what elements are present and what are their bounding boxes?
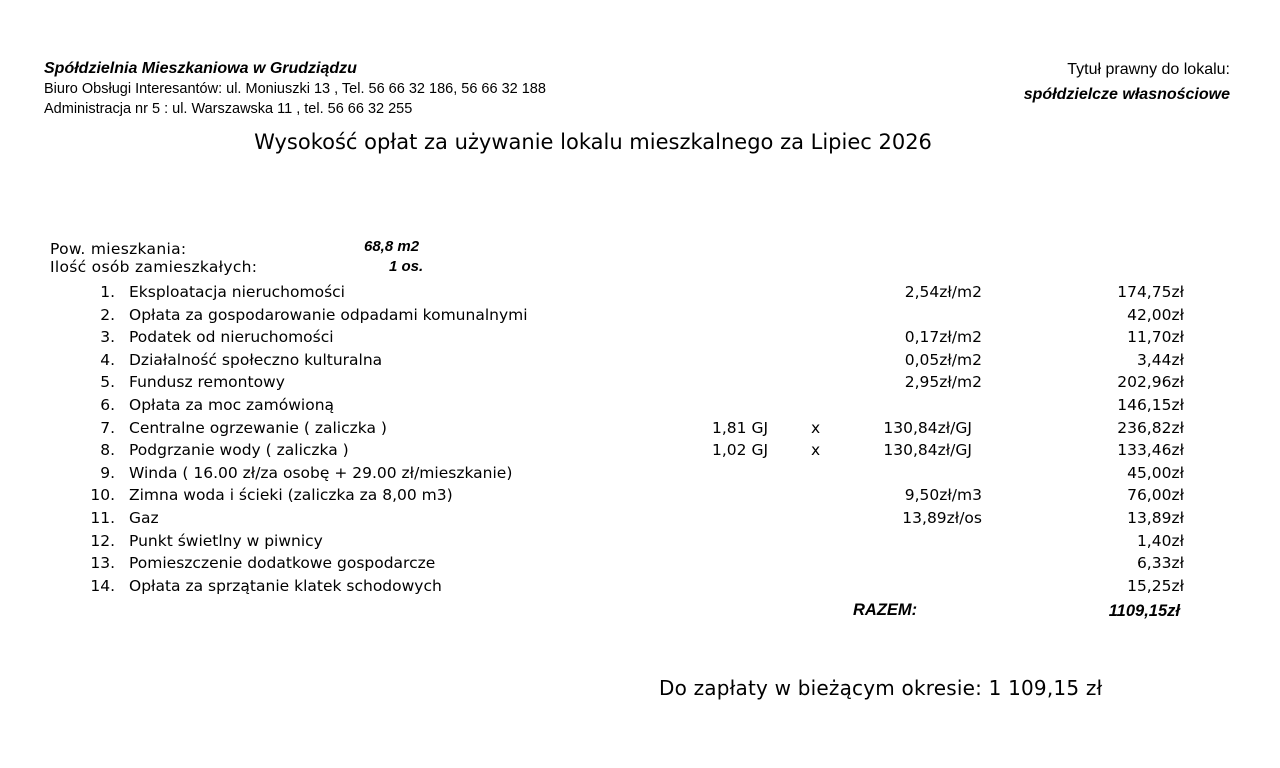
administration-contact-line: Administracja nr 5 : ul. Warszawska 11 , tel. 56 66 32 255 <box>44 101 413 117</box>
total-label: RAZEM: <box>853 601 918 619</box>
fee-rate: 2,95zł/m2 <box>904 373 982 392</box>
fee-number: 13. <box>90 554 115 573</box>
fee-amount: 13,89zł <box>1127 508 1184 527</box>
fee-rate: 0,05zł/m2 <box>904 350 982 369</box>
fee-rate: 13,89zł/os <box>902 508 982 527</box>
fee-amount: 146,15zł <box>1117 395 1184 414</box>
fee-number: 4. <box>100 350 115 369</box>
fee-number: 10. <box>90 486 115 505</box>
fee-row <box>0 486 1280 509</box>
fee-row <box>0 509 1280 532</box>
fee-row <box>0 441 1280 464</box>
fee-row <box>0 328 1280 351</box>
fee-multiply-sign: x <box>811 441 821 460</box>
fee-amount: 3,44zł <box>1136 350 1184 369</box>
fee-row <box>0 373 1280 396</box>
area-value: 68,8 m2 <box>364 238 420 255</box>
fee-amount: 45,00zł <box>1127 463 1184 482</box>
total-value: 1109,15zł <box>1108 602 1180 620</box>
fee-name: Działalność społeczno kulturalna <box>129 350 383 369</box>
fee-row <box>0 577 1280 600</box>
fee-name: Opłata za gospodarowanie odpadami komunalnymi <box>129 305 528 324</box>
persons-label: Ilość osób zamieszkałych: <box>50 258 258 276</box>
fee-row <box>0 396 1280 419</box>
office-contact-line: Biuro Obsługi Interesantów: ul. Moniuszki 13 , Tel. 56 66 32 186, 56 66 32 188 <box>44 81 546 97</box>
organization-name: Spółdzielnia Mieszkaniowa w Grudziądzu <box>44 60 357 77</box>
fee-number: 11. <box>90 508 115 527</box>
fee-amount: 11,70zł <box>1127 328 1184 347</box>
fee-name: Opłata za sprzątanie klatek schodowych <box>129 576 442 595</box>
fee-name: Pomieszczenie dodatkowe gospodarcze <box>129 554 436 573</box>
fee-number: 3. <box>100 328 115 347</box>
fee-amount: 133,46zł <box>1117 441 1184 460</box>
fee-name: Podatek od nieruchomości <box>129 328 334 347</box>
fee-rate: 130,84zł/GJ <box>883 441 972 460</box>
fee-number: 2. <box>100 305 115 324</box>
persons-value: 1 os. <box>389 258 424 275</box>
fee-amount: 76,00zł <box>1127 486 1184 505</box>
fee-row <box>0 351 1280 374</box>
fee-quantity: 1,02 GJ <box>712 441 769 460</box>
fee-number: 14. <box>90 576 115 595</box>
fee-number: 9. <box>100 463 115 482</box>
fee-name: Zimna woda i ścieki (zaliczka za 8,00 m3) <box>129 486 453 505</box>
fee-amount: 42,00zł <box>1127 305 1184 324</box>
fee-name: Centralne ogrzewanie ( zaliczka ) <box>129 418 387 437</box>
fee-name: Gaz <box>129 508 159 527</box>
legal-title-label: Tytuł prawny do lokalu: <box>1067 61 1230 78</box>
amount-to-pay: Do zapłaty w bieżącym okresie: 1 109,15 zł <box>659 676 1103 700</box>
fee-number: 6. <box>100 395 115 414</box>
fee-amount: 15,25zł <box>1127 576 1184 595</box>
fee-rate: 9,50zł/m3 <box>904 486 982 505</box>
fee-row <box>0 306 1280 329</box>
fee-amount: 1,40zł <box>1136 531 1184 550</box>
document-title: Wysokość opłat za używanie lokalu mieszkalnego za Lipiec 2026 <box>254 130 932 154</box>
fee-multiply-sign: x <box>811 418 821 437</box>
fees-table <box>0 283 1280 599</box>
fee-rate: 0,17zł/m2 <box>904 328 982 347</box>
fee-number: 12. <box>90 531 115 550</box>
fee-amount: 236,82zł <box>1117 418 1184 437</box>
fee-row <box>0 464 1280 487</box>
fee-number: 7. <box>100 418 115 437</box>
fee-amount: 174,75zł <box>1117 283 1184 301</box>
fee-quantity: 1,81 GJ <box>712 418 769 437</box>
fee-number: 1. <box>100 283 115 301</box>
fee-amount: 6,33zł <box>1136 554 1184 573</box>
fee-row <box>0 532 1280 555</box>
fee-row <box>0 283 1280 306</box>
fee-number: 5. <box>100 373 115 392</box>
legal-title-value: spółdzielcze własnościowe <box>1023 86 1230 103</box>
fee-name: Eksploatacja nieruchomości <box>129 283 345 301</box>
area-label: Pow. mieszkania: <box>50 240 187 258</box>
fee-name: Podgrzanie wody ( zaliczka ) <box>129 441 349 460</box>
fee-name: Punkt świetlny w piwnicy <box>129 531 323 550</box>
fee-amount: 202,96zł <box>1117 373 1184 392</box>
fee-name: Fundusz remontowy <box>129 373 285 392</box>
fee-number: 8. <box>100 441 115 460</box>
fee-row <box>0 419 1280 442</box>
fee-rate: 2,54zł/m2 <box>904 283 982 301</box>
fee-name: Opłata za moc zamówioną <box>129 395 335 414</box>
fee-row <box>0 554 1280 577</box>
fee-name: Winda ( 16.00 zł/za osobę + 29.00 zł/mieszkanie) <box>129 463 513 482</box>
fee-rate: 130,84zł/GJ <box>883 418 972 437</box>
